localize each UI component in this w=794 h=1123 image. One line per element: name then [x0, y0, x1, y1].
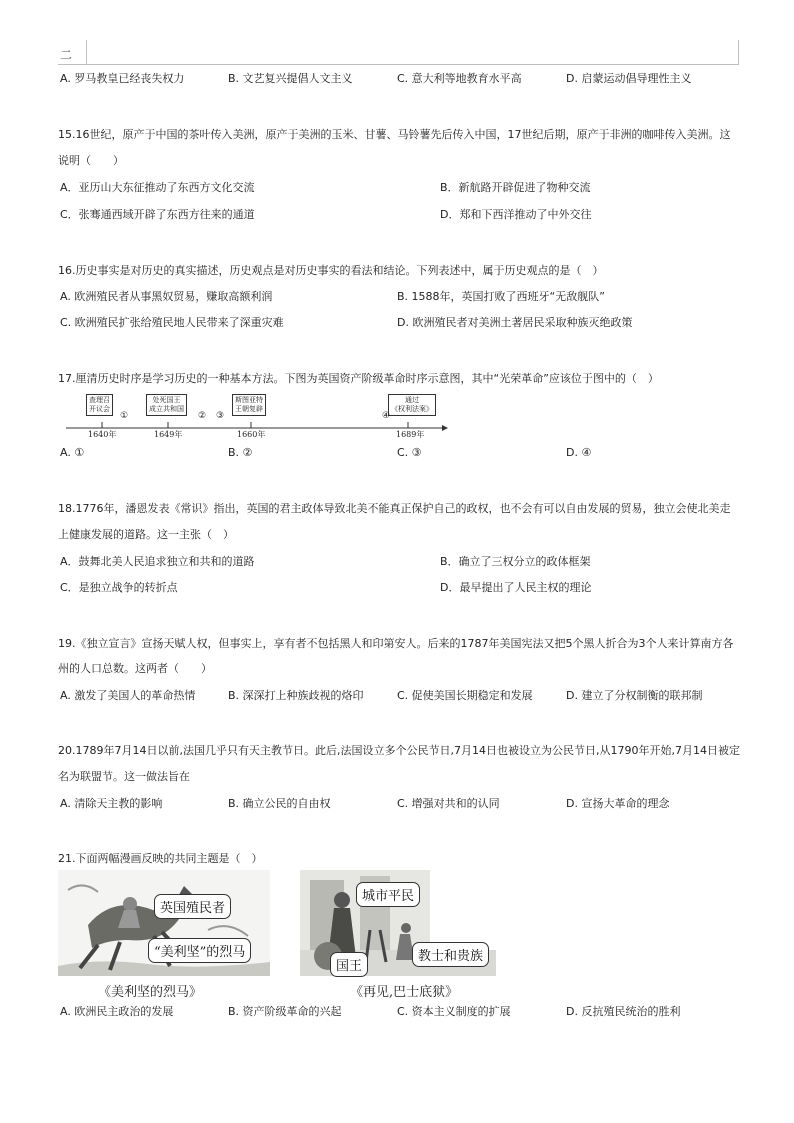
q19-option-d: D. 建立了分权制衡的联邦制 [566, 689, 703, 702]
bubble-american-horse: “美利坚”的烈马 [148, 938, 251, 963]
q17-option-c: C. ③ [397, 446, 422, 459]
timeline-marker-1: ① [120, 411, 129, 421]
q14-option-c: C. 意大利等地教育水平高 [397, 72, 522, 85]
timeline-event-1689 [388, 394, 436, 416]
top-table-frame [58, 40, 739, 65]
q19-stem-line1: 19.《独立宣言》宣扬天赋人权，但事实上，享有者不包括黑人和印第安人。后来的1787年美国宪法又把5个黑人折合为3个人来计算南方各 [58, 637, 734, 650]
q17-stem: 17.厘清历史时序是学习历史的一种基本方法。下图为英国资产阶级革命时序示意图，其中“光荣革命”应该位于图中的（ ） [58, 372, 659, 385]
q18-option-d: D．最早提出了人民主权的理论 [440, 581, 592, 594]
q21-option-d: D. 反抗殖民统治的胜利 [566, 1005, 681, 1018]
q21-option-b: B. 资产阶级革命的兴起 [228, 1005, 342, 1018]
event-label-line1: 处死国王 [152, 396, 181, 404]
cartoon-bastille [300, 870, 496, 976]
bubble-king: 国王 [330, 952, 368, 977]
q16-option-c: C. 欧洲殖民扩张给殖民地人民带来了深重灾难 [60, 316, 284, 329]
q20-stem-line1: 20.1789年7月14日以前,法国几乎只有天主教节日。此后,法国设立多个公民节日,7月14日也被设立为公民节日,从1790年开始,7月14日被定 [58, 744, 740, 757]
q19-option-c: C. 促使美国长期稳定和发展 [397, 689, 533, 702]
timeline-marker-2: ② [198, 411, 207, 421]
q16-option-b: B. 1588年，英国打败了西班牙“无敌舰队” [397, 290, 605, 303]
q18-stem-line2: 上健康发展的道路。这一主张（ ） [58, 528, 234, 541]
q21-stem: 21.下面两幅漫画反映的共同主题是（ ） [58, 852, 263, 865]
q19-option-b: B. 深深打上种族歧视的烙印 [228, 689, 364, 702]
q16-stem: 16.历史事实是对历史的真实描述，历史观点是对历史事实的看法和结论。下列表述中，属于历史观点的是（ ） [58, 264, 604, 277]
bubble-clergy-nobility: 教士和贵族 [412, 942, 489, 967]
timeline-marker-4: ④ [382, 411, 391, 421]
q17-timeline [60, 392, 450, 440]
timeline-event-1640 [86, 394, 113, 416]
timeline-year-1660: 1660年 [237, 430, 266, 439]
q20-option-d: D. 宣扬大革命的理念 [566, 797, 670, 810]
bubble-city-commoners: 城市平民 [356, 882, 420, 907]
q18-option-b: B．确立了三权分立的政体框架 [440, 555, 591, 568]
cartoon1-caption: 《美利坚的烈马》 [98, 985, 203, 1000]
q18-option-c: C．是独立战争的转折点 [60, 581, 178, 594]
bubble-english-colonist: 英国殖民者 [154, 894, 231, 919]
q17-option-d: D. ④ [566, 446, 592, 459]
timeline-event-1660 [232, 394, 266, 416]
event-label-line1: 斯图亚特 [235, 396, 263, 404]
event-label-line2: 王朝复辟 [235, 405, 263, 413]
q17-option-b: B. ② [228, 446, 253, 459]
q21-option-c: C. 资本主义制度的扩展 [397, 1005, 511, 1018]
timeline-year-1640: 1640年 [88, 430, 117, 439]
q20-option-a: A. 清除天主教的影响 [60, 797, 163, 810]
timeline-event-1649 [146, 394, 187, 416]
q15-stem-line2: 说明（ ） [58, 154, 124, 167]
q16-option-a: A. 欧洲殖民者从事黑奴贸易，赚取高额利润 [60, 290, 273, 303]
q19-stem-line2: 州的人口总数。这两者（ ） [58, 662, 212, 675]
q14-option-d: D. 启蒙运动倡导理性主义 [566, 72, 692, 85]
q21-option-a: A. 欧洲民主政治的发展 [60, 1005, 174, 1018]
event-label-line1: 通过 [405, 396, 419, 404]
timeline-year-1689: 1689年 [396, 430, 425, 439]
q20-option-b: B. 确立公民的自由权 [228, 797, 331, 810]
q14-option-a: A. 罗马教皇已经丧失权力 [60, 72, 185, 85]
q20-stem-line2: 名为联盟节。这一做法旨在 [58, 770, 190, 783]
q19-option-a: A. 激发了美国人的革命热情 [60, 689, 196, 702]
q15-option-d: D．郑和下西洋推动了中外交往 [440, 208, 592, 221]
q18-stem-line1: 18.1776年，潘恩发表《常识》指出，英国的君主政体导致北美不能真正保护自己的政权，也不会有可以自由发展的贸易，独立会使北美走 [58, 502, 731, 515]
top-mark: 二 [60, 48, 73, 62]
q16-option-d: D. 欧洲殖民者对美洲土著居民采取种族灭绝政策 [397, 316, 633, 329]
q18-option-a: A．鼓舞北美人民追求独立和共和的道路 [60, 555, 255, 568]
cartoon-american-horse [58, 870, 270, 976]
cartoon2-caption: 《再见,巴士底狱》 [350, 985, 459, 1000]
timeline-marker-3: ③ [216, 411, 225, 421]
q14-option-b: B. 文艺复兴提倡人文主义 [228, 72, 353, 85]
q15-option-b: B．新航路开辟促进了物种交流 [440, 181, 591, 194]
top-table-divider [86, 40, 87, 64]
q20-option-c: C. 增强对共和的认同 [397, 797, 500, 810]
q15-stem-line1: 15.16世纪，原产于中国的茶叶传入美洲，原产于美洲的玉米、甘薯、马铃薯先后传入中国，17世纪后期，原产于非洲的咖啡传入美洲。这 [58, 128, 731, 141]
event-label-line1: 查理召 [89, 396, 110, 404]
q15-option-a: A．亚历山大东征推动了东西方文化交流 [60, 181, 255, 194]
event-label-line2: 《权利法案》 [391, 405, 433, 413]
event-label-line2: 开议会 [89, 405, 110, 413]
timeline-year-1649: 1649年 [154, 430, 183, 439]
q17-option-a: A. ① [60, 446, 85, 459]
event-label-line2: 成立共和国 [149, 405, 184, 413]
q15-option-c: C．张骞通西域开辟了东西方往来的通道 [60, 208, 255, 221]
